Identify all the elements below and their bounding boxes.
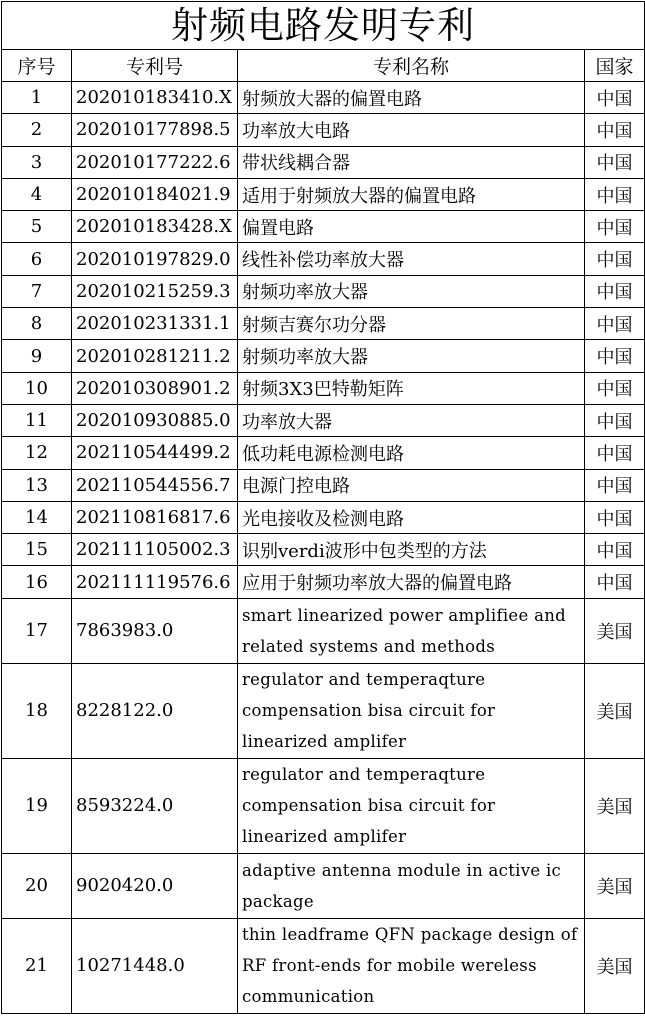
cell-patent-name: smart linearized power amplifiee and related systems and methods xyxy=(238,598,585,663)
cell-patent-name: adaptive antenna module in active ic package xyxy=(238,853,585,918)
cell-country: 中国 xyxy=(585,211,645,243)
cell-index: 11 xyxy=(2,404,72,436)
cell-patent-name: 功率放大器 xyxy=(238,404,585,436)
cell-index: 13 xyxy=(2,469,72,501)
cell-patent-no: 202010183428.X xyxy=(72,211,238,243)
cell-index: 19 xyxy=(2,758,72,853)
cell-index: 8 xyxy=(2,308,72,340)
cell-index: 20 xyxy=(2,853,72,918)
cell-patent-no: 202010177222.6 xyxy=(72,146,238,178)
table-row xyxy=(2,211,645,243)
cell-patent-name: 电源门控电路 xyxy=(238,469,585,501)
cell-country: 美国 xyxy=(585,853,645,918)
cell-patent-no: 202111105002.3 xyxy=(72,534,238,566)
table-row xyxy=(2,308,645,340)
cell-patent-no: 9020420.0 xyxy=(72,853,238,918)
cell-index: 18 xyxy=(2,663,72,758)
cell-index: 12 xyxy=(2,437,72,469)
cell-index: 10 xyxy=(2,372,72,404)
cell-patent-no: 202010308901.2 xyxy=(72,372,238,404)
cell-index: 15 xyxy=(2,534,72,566)
cell-patent-name: 带状线耦合器 xyxy=(238,146,585,178)
cell-country: 中国 xyxy=(585,566,645,598)
cell-country: 美国 xyxy=(585,598,645,663)
cell-country: 美国 xyxy=(585,758,645,853)
table-row xyxy=(2,758,645,853)
cell-patent-no: 7863983.0 xyxy=(72,598,238,663)
patent-table xyxy=(1,1,645,1014)
cell-patent-name: 功率放大电路 xyxy=(238,114,585,146)
table-row xyxy=(2,437,645,469)
cell-country: 中国 xyxy=(585,437,645,469)
cell-patent-name: 低功耗电源检测电路 xyxy=(238,437,585,469)
page-title: 射频电路发明专利 xyxy=(2,2,645,50)
header-row xyxy=(2,50,645,82)
cell-patent-no: 202110544499.2 xyxy=(72,437,238,469)
table-row xyxy=(2,114,645,146)
cell-index: 9 xyxy=(2,340,72,372)
cell-patent-no: 202110544556.7 xyxy=(72,469,238,501)
cell-patent-name: 射频3X3巴特勒矩阵 xyxy=(238,372,585,404)
cell-patent-no: 202110816817.6 xyxy=(72,501,238,533)
cell-country: 中国 xyxy=(585,82,645,114)
cell-patent-no: 8228122.0 xyxy=(72,663,238,758)
cell-country: 中国 xyxy=(585,340,645,372)
cell-country: 中国 xyxy=(585,308,645,340)
cell-patent-no: 202010183410.X xyxy=(72,82,238,114)
cell-index: 1 xyxy=(2,82,72,114)
table-row xyxy=(2,534,645,566)
table-row xyxy=(2,178,645,210)
cell-patent-no: 202010215259.3 xyxy=(72,275,238,307)
cell-index: 5 xyxy=(2,211,72,243)
cell-patent-name: 射频功率放大器 xyxy=(238,275,585,307)
cell-patent-no: 202010184021.9 xyxy=(72,178,238,210)
cell-country: 中国 xyxy=(585,372,645,404)
cell-country: 中国 xyxy=(585,243,645,275)
cell-patent-name: 线性补偿功率放大器 xyxy=(238,243,585,275)
cell-country: 中国 xyxy=(585,146,645,178)
table-row xyxy=(2,566,645,598)
cell-country: 美国 xyxy=(585,918,645,1013)
cell-patent-name: 应用于射频功率放大器的偏置电路 xyxy=(238,566,585,598)
cell-country: 中国 xyxy=(585,469,645,501)
cell-index: 4 xyxy=(2,178,72,210)
cell-patent-no: 202010930885.0 xyxy=(72,404,238,436)
cell-country: 中国 xyxy=(585,275,645,307)
table-row xyxy=(2,340,645,372)
cell-country: 美国 xyxy=(585,663,645,758)
table-row xyxy=(2,404,645,436)
column-header-patent-no: 专利号 xyxy=(72,50,238,82)
cell-index: 2 xyxy=(2,114,72,146)
cell-patent-name: 射频吉赛尔功分器 xyxy=(238,308,585,340)
column-header-index: 序号 xyxy=(2,50,72,82)
cell-patent-no: 202010197829.0 xyxy=(72,243,238,275)
table-body xyxy=(2,82,645,1014)
cell-index: 14 xyxy=(2,501,72,533)
cell-patent-no: 202010177898.5 xyxy=(72,114,238,146)
table-row xyxy=(2,501,645,533)
table-row xyxy=(2,243,645,275)
table-row xyxy=(2,82,645,114)
cell-index: 21 xyxy=(2,918,72,1013)
table-row xyxy=(2,853,645,918)
cell-country: 中国 xyxy=(585,404,645,436)
table-row xyxy=(2,598,645,663)
column-header-patent-name: 专利名称 xyxy=(238,50,585,82)
cell-patent-name: 适用于射频放大器的偏置电路 xyxy=(238,178,585,210)
cell-patent-name: 识别verdi波形中包类型的方法 xyxy=(238,534,585,566)
column-header-country: 国家 xyxy=(585,50,645,82)
cell-patent-name: 射频功率放大器 xyxy=(238,340,585,372)
cell-patent-name: 射频放大器的偏置电路 xyxy=(238,82,585,114)
cell-patent-name: 偏置电路 xyxy=(238,211,585,243)
cell-country: 中国 xyxy=(585,178,645,210)
cell-index: 16 xyxy=(2,566,72,598)
cell-country: 中国 xyxy=(585,534,645,566)
table-row xyxy=(2,469,645,501)
cell-index: 6 xyxy=(2,243,72,275)
table-row xyxy=(2,663,645,758)
cell-patent-no: 202111119576.6 xyxy=(72,566,238,598)
cell-patent-name: thin leadframe QFN package design of RF front-ends for mobile wereless communication xyxy=(238,918,585,1013)
cell-index: 7 xyxy=(2,275,72,307)
cell-patent-name: 光电接收及检测电路 xyxy=(238,501,585,533)
cell-index: 3 xyxy=(2,146,72,178)
cell-patent-name: regulator and temperaqture compensation bisa circuit for linearized amplifer xyxy=(238,663,585,758)
table-row xyxy=(2,275,645,307)
cell-patent-no: 10271448.0 xyxy=(72,918,238,1013)
cell-patent-no: 202010231331.1 xyxy=(72,308,238,340)
cell-patent-name: regulator and temperaqture compensation bisa circuit for linearized amplifer xyxy=(238,758,585,853)
cell-index: 17 xyxy=(2,598,72,663)
table-row xyxy=(2,146,645,178)
table-row xyxy=(2,372,645,404)
cell-patent-no: 202010281211.2 xyxy=(72,340,238,372)
table-row xyxy=(2,918,645,1013)
cell-country: 中国 xyxy=(585,501,645,533)
cell-patent-no: 8593224.0 xyxy=(72,758,238,853)
cell-country: 中国 xyxy=(585,114,645,146)
